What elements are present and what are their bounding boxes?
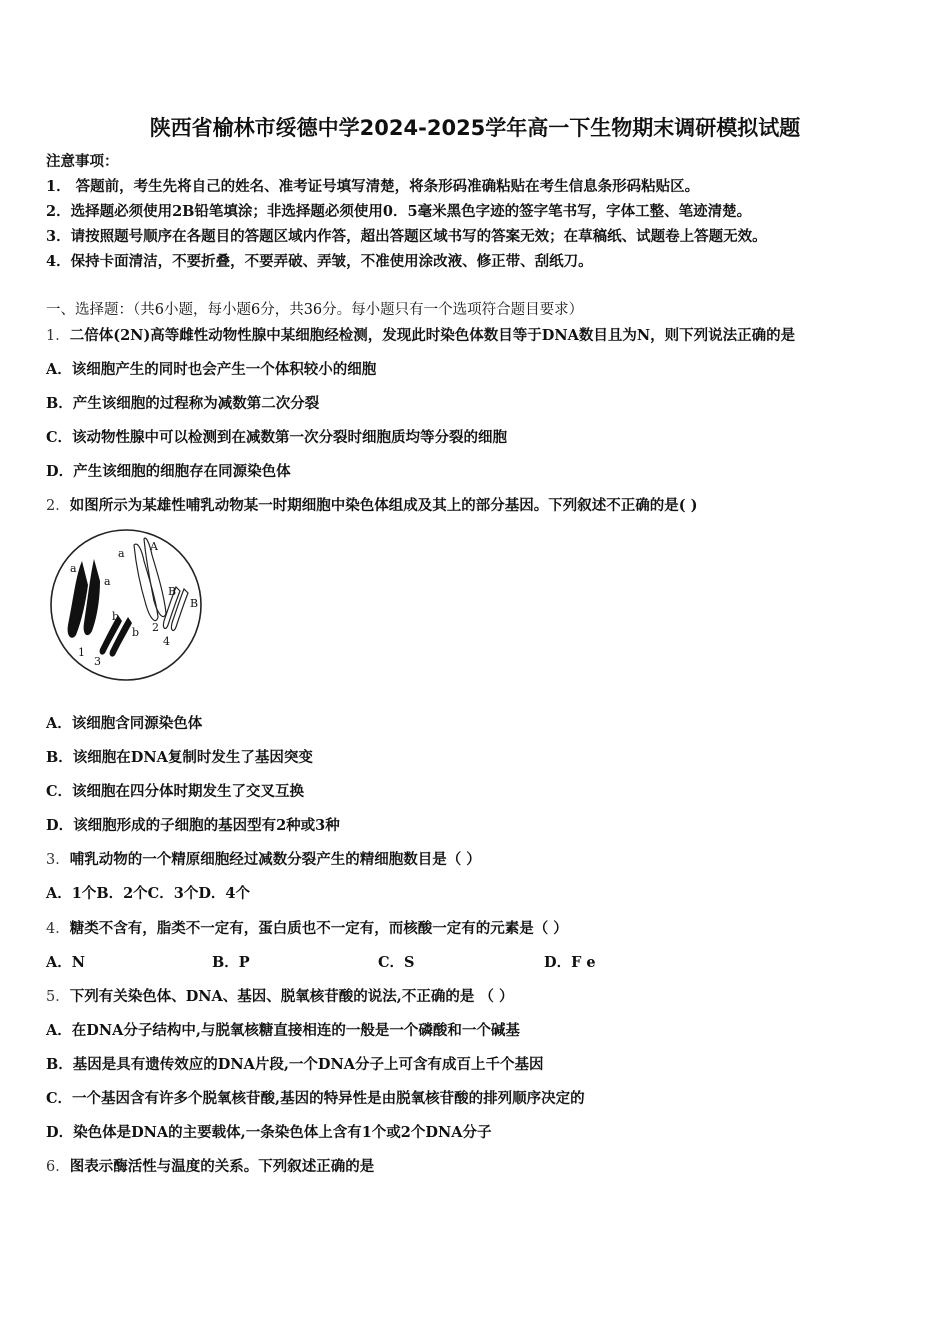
page-title: 陕西省榆林市绥德中学2024-2025学年高一下生物期末调研模拟试题 bbox=[149, 116, 801, 140]
q2-option-a: A．该细胞含同源染色体 bbox=[46, 715, 203, 732]
question-text: 糖类不含有，脂类不一定有，蛋白质也不一定有，而核酸一定有的元素是（ ） bbox=[69, 920, 568, 937]
question-2-stem bbox=[46, 496, 698, 516]
question-text: 二倍体(2N)高等雌性动物性腺中某细胞经检测，发现此时染色体数目等于DNA数目且为N，则下列说法正确的是 bbox=[69, 327, 796, 344]
notice-item-2: 2．选择题必须使用2B铅笔填涂；非选择题必须使用0．5毫米黑色字迹的签字笔书写，字体工整、笔迹清楚。 bbox=[46, 203, 752, 220]
notice-heading: 注意事项： bbox=[46, 153, 119, 170]
q4-option-c: C．S bbox=[378, 954, 415, 971]
gene-label-B2: B bbox=[190, 597, 199, 610]
question-number: 6． bbox=[46, 1159, 70, 1175]
q1-option-a: A．该细胞产生的同时也会产生一个体积较小的细胞 bbox=[46, 361, 377, 378]
gene-label-a1: a bbox=[70, 562, 77, 575]
gene-label-a2: a bbox=[104, 575, 111, 588]
chromosome-number-1: 1 bbox=[78, 646, 85, 659]
q4-option-a: A．N bbox=[46, 954, 86, 971]
section-heading: 一、选择题：（共6小题，每小题6分，共36分。每小题只有一个选项符合题目要求） bbox=[46, 302, 584, 318]
question-number: 2． bbox=[46, 498, 70, 514]
q5-option-b: B．基因是具有遗传效应的DNA片段,一个DNA分子上可含有成百上千个基因 bbox=[46, 1056, 544, 1073]
gene-label-B1: B bbox=[168, 585, 177, 598]
q2-option-c: C．该细胞在四分体时期发生了交叉互换 bbox=[46, 783, 305, 800]
chromosome-number-4: 4 bbox=[163, 635, 170, 648]
question-number: 1． bbox=[46, 328, 70, 344]
question-4-stem bbox=[46, 919, 568, 939]
question-3-stem bbox=[46, 850, 481, 870]
q4-option-d: D．F e bbox=[544, 954, 596, 971]
q2-option-d: D．该细胞形成的子细胞的基因型有2种或3种 bbox=[46, 817, 340, 834]
q4-options bbox=[46, 953, 710, 973]
q1-option-c: C．该动物性腺中可以检测到在减数第一次分裂时细胞质均等分裂的细胞 bbox=[46, 429, 508, 446]
q4-option-b: B．P bbox=[212, 954, 250, 971]
question-1-stem bbox=[46, 326, 795, 346]
question-text: 哺乳动物的一个精原细胞经过减数分裂产生的精细胞数目是（ ） bbox=[69, 851, 481, 868]
q5-option-d: D．染色体是DNA的主要载体,一条染色体上含有1个或2个DNA分子 bbox=[46, 1124, 492, 1141]
notice-item-1: 1． 答题前，考生先将自己的姓名、准考证号填写清楚，将条形码准确粘贴在考生信息条形码粘贴区。 bbox=[46, 178, 700, 195]
question-number: 4． bbox=[46, 921, 70, 937]
gene-label-b1: b bbox=[112, 610, 120, 623]
chromosome-number-3: 3 bbox=[94, 655, 101, 668]
question-text: 下列有关染色体、DNA、基因、脱氧核苷酸的说法,不正确的是 （ ） bbox=[69, 988, 514, 1005]
q5-option-a: A．在DNA分子结构中,与脱氧核糖直接相连的一般是一个磷酸和一个碱基 bbox=[46, 1022, 520, 1039]
q2-option-b: B．该细胞在DNA复制时发生了基因突变 bbox=[46, 749, 313, 766]
chromosome-number-2: 2 bbox=[152, 621, 159, 634]
question-text: 图表示酶活性与温度的关系。下列叙述正确的是 bbox=[69, 1158, 375, 1175]
gene-label-A: A bbox=[150, 540, 158, 553]
gene-label-b2: b bbox=[132, 626, 140, 639]
notice-item-3: 3．请按照题号顺序在各题目的答题区域内作答，超出答题区域书写的答案无效；在草稿纸、试题卷上答题无效。 bbox=[46, 228, 767, 245]
q1-option-d: D．产生该细胞的细胞存在同源染色体 bbox=[46, 463, 291, 480]
notice-item-4: 4．保持卡面清洁，不要折叠，不要弄破、弄皱，不准使用涂改液、修正带、刮纸刀。 bbox=[46, 253, 593, 270]
chromosome-cell-diagram bbox=[46, 525, 206, 685]
question-text: 如图所示为某雄性哺乳动物某一时期细胞中染色体组成及其上的部分基因。下列叙述不正确的是( ) bbox=[69, 497, 698, 514]
question-6-stem bbox=[46, 1157, 374, 1177]
q5-option-c: C．一个基因含有许多个脱氧核苷酸,基因的特异性是由脱氧核苷酸的排列顺序决定的 bbox=[46, 1090, 585, 1107]
q3-options: A．1个B．2个C．3个D．4个 bbox=[46, 885, 250, 902]
gene-label-a3: a bbox=[118, 547, 125, 560]
question-number: 5． bbox=[46, 989, 70, 1005]
question-number: 3． bbox=[46, 852, 70, 868]
q1-option-b: B．产生该细胞的过程称为减数第二次分裂 bbox=[46, 395, 320, 412]
question-5-stem bbox=[46, 987, 513, 1007]
